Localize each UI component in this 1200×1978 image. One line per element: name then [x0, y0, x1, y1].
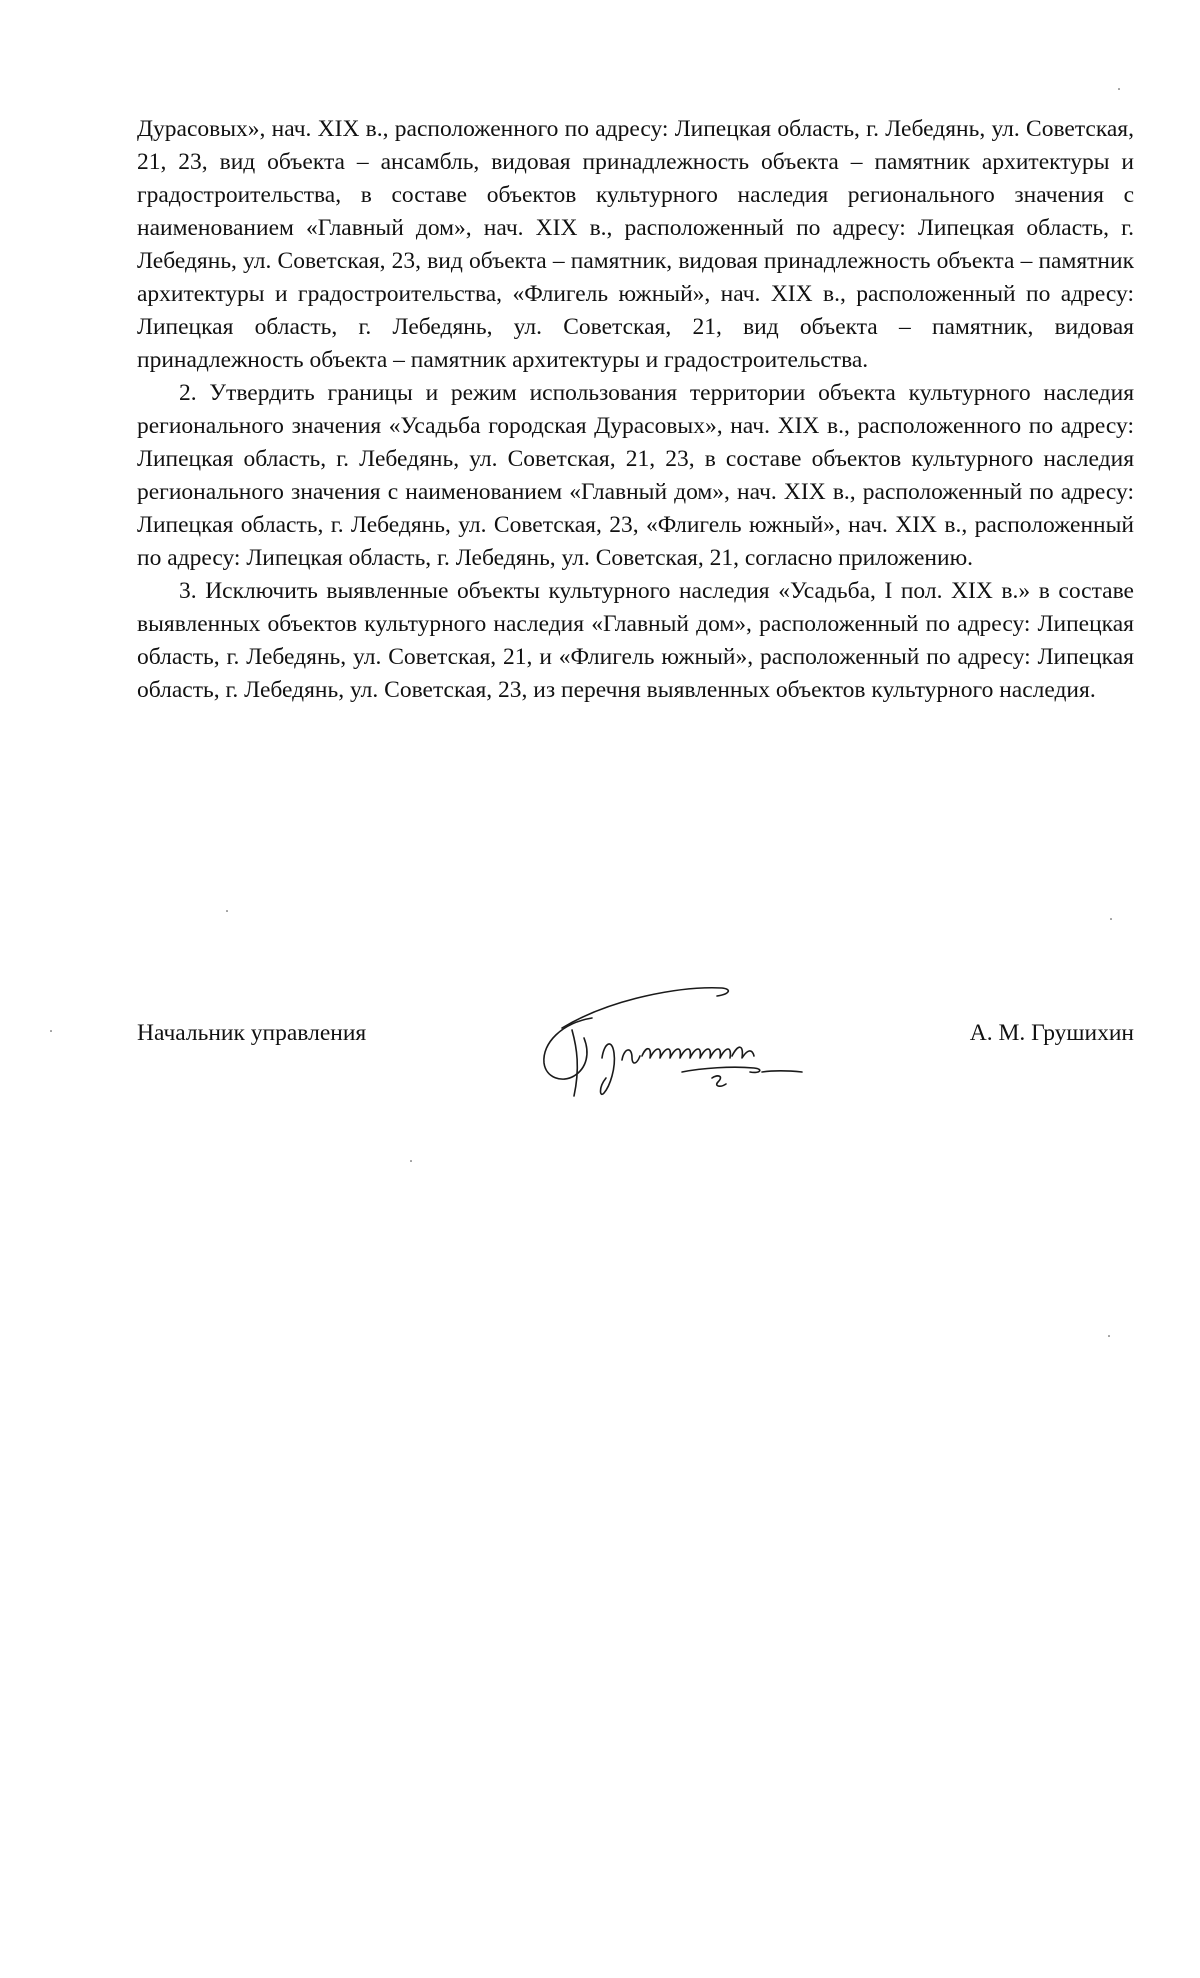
paragraph-item-3: 3. Исключить выявленные объекты культурного наследия «Усадьба, I пол. XIX в.» в составе выявленных объектов культурного наследия «Главный дом», расположенный по адресу: Липецкая область, г. Лебедянь, ул. Советская, 21, и «Флигель южный», расположенный по адресу: Липецкая область, г. Лебедянь, ул. Советская, 23, из перечня выявленных объектов культурного наследия. [137, 578, 1134, 703]
signature-block [137, 1020, 1134, 1100]
scan-speck [226, 910, 228, 912]
signatory-name: А. М. Грушихин [969, 1020, 1134, 1046]
document-body [137, 113, 1134, 707]
scan-speck [1108, 1335, 1110, 1337]
scan-speck [1118, 88, 1120, 90]
scan-speck [410, 1160, 412, 1162]
scan-speck [1110, 918, 1112, 920]
handwritten-signature [532, 968, 852, 1118]
paragraph-item-2: 2. Утвердить границы и режим использования территории объекта культурного наследия регионального значения «Усадьба городская Дурасовых», нач. XIX в., расположенного по адресу: Липецкая область, г. Лебедянь, ул. Советская, 21, 23, в составе объектов культурного наследия регионального значения с наименованием «Главный дом», нач. XIX в., расположенный по адресу: Липецкая область, г. Лебедянь, ул. Советская, 23, «Флигель южный», нач. XIX в., расположенный по адресу: Липецкая область, г. Лебедянь, ул. Советская, 21, согласно приложению. [137, 380, 1134, 571]
scan-speck [50, 1030, 52, 1032]
signatory-position: Начальник управления [137, 1020, 367, 1046]
paragraph-continuation: Дурасовых», нач. XIX в., расположенного по адресу: Липецкая область, г. Лебедянь, ул. Советская, 21, 23, вид объекта – ансамбль, видовая принадлежность объекта – памятник архитектуры и градостроительства, в составе объектов культурного наследия регионального значения с наименованием «Главный дом», нач. XIX в., расположенный по адресу: Липецкая область, г. Лебедянь, ул. Советская, 23, вид объекта – памятник, видовая принадлежность объекта – памятник архитектуры и градостроительства, «Флигель южный», нач. XIX в., расположенный по адресу: Липецкая область, г. Лебедянь, ул. Советская, 21, вид объекта – памятник, видовая принадлежность объекта – памятник архитектуры и градостроительства. [137, 116, 1134, 373]
